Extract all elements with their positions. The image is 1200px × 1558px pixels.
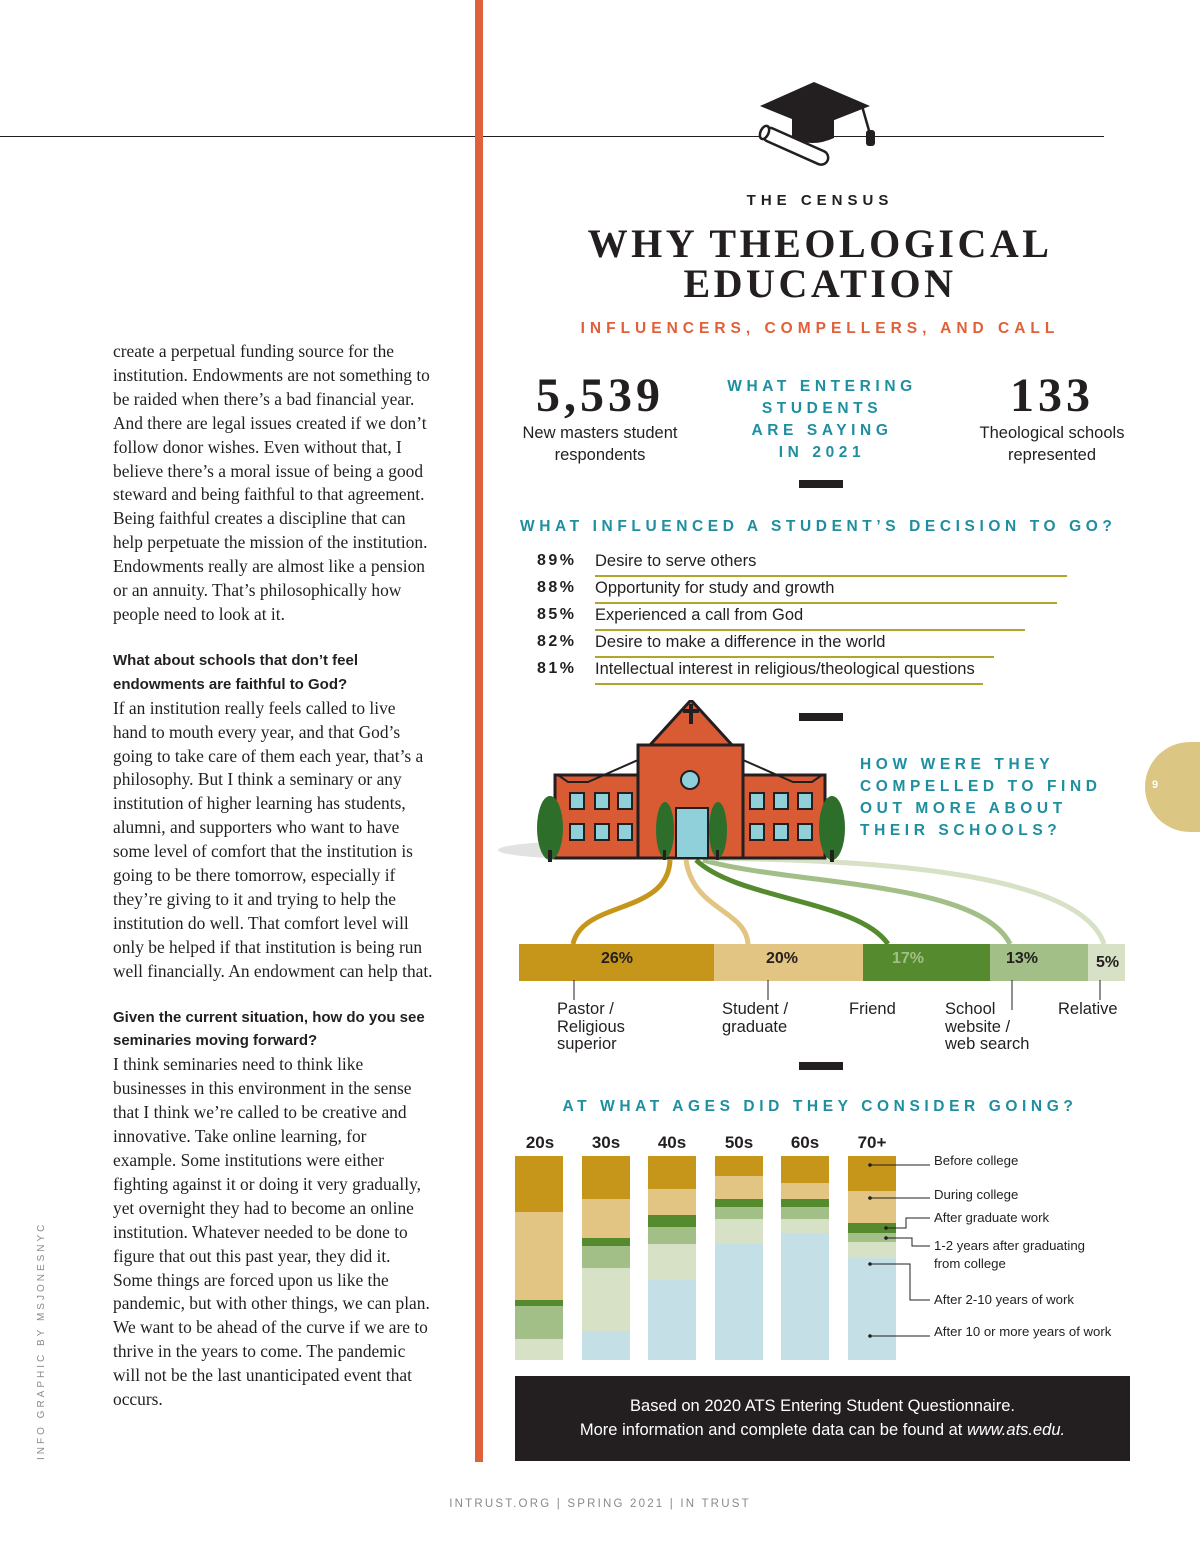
age-segment: [648, 1280, 696, 1360]
age-label: 20s: [525, 1133, 555, 1152]
age-segment: [582, 1238, 630, 1246]
age-segment: [515, 1306, 563, 1339]
heading-line: THEIR SCHOOLS?: [860, 822, 1062, 839]
article-paragraph: If an institution really feels called to live hand to mouth every year, and that God’s going to take care of them each year, that’s a philosophy. But I think a seminary or any institution of higher learning has students, alumni, and supporters who want to have some level of comfort that the institution is going to be there tomorrow, especially if they’re giving to it and trying to help the institution do well. That comfort level will only be helped if that institution is being run well financially. An endowment can help that.: [113, 697, 433, 981]
influence-bar: [595, 575, 1067, 577]
age-segment: [715, 1156, 763, 1176]
stat-schools-label: [952, 422, 1152, 466]
age-segment: [582, 1246, 630, 1268]
influence-percent: 89%: [537, 552, 577, 569]
legend-label: After graduate work: [934, 1210, 1050, 1225]
compelled-percent: 5%: [1096, 954, 1120, 971]
influence-label: Opportunity for study and growth: [595, 579, 835, 597]
compelled-heading: [860, 754, 1160, 842]
age-label: 30s: [591, 1133, 621, 1152]
compelled-label: [557, 1001, 625, 1054]
title-line: WHY THEOLOGICAL: [587, 221, 1053, 266]
age-segment: [781, 1183, 829, 1199]
section-kicker: THE CENSUS: [746, 192, 894, 209]
label-line: Pastor /: [557, 1000, 614, 1018]
age-label: 60s: [790, 1133, 820, 1152]
influence-percent: 81%: [537, 660, 577, 677]
path-website: [703, 860, 1010, 944]
article-paragraph: I think seminaries need to think like businesses in this environment in the sense that I think we’re called to be creative and innovative. Take online learning, for example. Some institutions were either fighting against it or doing it very gradually, yet overnight they had to become an online institution. Whatever needed to be done to figure that out this past year, they did it. Some things are forced upon us like the pandemic, but with other things, we can plan. We want to be ahead of the curve if we are to thrive in the years to come. The pandemic will not be the last unanticipated event that occurs.: [113, 1054, 430, 1410]
section-divider: [799, 480, 843, 488]
compelled-percent: 20%: [766, 950, 799, 967]
article-paragraph: create a perpetual funding source for the institution. Endowments are not something to be raided when there’s a bad financial year. And there are legal issues created if we don’t follow donor wishes. Even without that, I believe there’s a moral issue of being a good steward and being faithful to that agreement. Being faithful creates a discipline that can help perpetuate the mission of the institution. Endowments really are almost like a pension or an annuity. That’s philosophically how people need to look at it.: [113, 341, 430, 624]
age-segment: [781, 1219, 829, 1233]
age-column: [781, 1156, 829, 1360]
stat-respondents-label: [500, 422, 700, 466]
legend-leaders: [860, 1156, 940, 1360]
heading-line: STUDENTS: [761, 400, 883, 417]
age-segment: [715, 1244, 763, 1360]
interview-question: Given the current situation, how do you see seminaries moving forward?: [113, 1008, 425, 1050]
influence-percent: 85%: [537, 606, 577, 623]
source-link[interactable]: www.ats.edu.: [966, 1421, 1066, 1439]
legend-label: Before college: [934, 1153, 1019, 1168]
page-number: 9: [1152, 779, 1159, 791]
age-segment: [715, 1199, 763, 1207]
infographic-subtitle: INFLUENCERS, COMPELLERS, AND CALL: [580, 320, 1060, 337]
age-segment: [781, 1156, 829, 1183]
heading-line: IN 2021: [778, 444, 866, 461]
stat-label-line: Theological schools: [979, 424, 1125, 442]
graduation-cap-icon: [752, 78, 882, 178]
age-segment: [715, 1219, 763, 1243]
source-box: [515, 1376, 1130, 1461]
age-segment: [582, 1156, 630, 1199]
path-pastor: [573, 860, 670, 944]
legend-label: After 2-10 years of work: [934, 1292, 1074, 1307]
age-segment: [781, 1199, 829, 1207]
label-line: Religious: [557, 1017, 625, 1036]
influence-bar: [595, 602, 1057, 604]
label-line: Relative: [1058, 1000, 1118, 1018]
age-label: 70+: [857, 1133, 887, 1152]
compelled-percent: 17%: [892, 950, 925, 967]
age-segment: [515, 1339, 563, 1360]
compelled-label: [1058, 1001, 1118, 1019]
influence-bar: [595, 683, 983, 685]
age-column: [715, 1156, 763, 1360]
source-text: More information and complete data can be found at: [579, 1421, 967, 1439]
age-segment: [648, 1189, 696, 1216]
stat-label-line: respondents: [554, 446, 646, 464]
influence-label: Experienced a call from God: [595, 606, 804, 624]
label-line: website /: [945, 1017, 1011, 1036]
stat-label-line: New masters student: [522, 424, 678, 442]
label-line: School: [945, 1000, 996, 1018]
heading-line: COMPELLED TO FIND: [860, 778, 1102, 795]
ages-heading: AT WHAT AGES DID THEY CONSIDER GOING?: [562, 1098, 1078, 1115]
influence-percent: 88%: [537, 579, 577, 596]
legend-label: 1-2 years after graduating: [934, 1238, 1086, 1253]
label-line: Friend: [849, 1000, 896, 1018]
age-label: 40s: [657, 1133, 687, 1152]
label-line: superior: [557, 1035, 617, 1053]
article-column: [113, 340, 433, 1412]
what-students-say-heading: [712, 376, 932, 464]
age-segment: [648, 1215, 696, 1227]
heading-line: WHAT ENTERING: [727, 378, 917, 395]
label-line: Student /: [722, 1000, 789, 1018]
interview-question: What about schools that don’t feel endowments are faithful to God?: [113, 651, 358, 693]
compelled-label: [945, 1001, 1029, 1054]
age-column: [515, 1156, 563, 1360]
heading-line: HOW WERE THEY: [860, 756, 1055, 773]
influence-heading: WHAT INFLUENCED A STUDENT’S DECISION TO GO?: [520, 518, 1117, 535]
influence-label: Desire to serve others: [595, 552, 757, 570]
influence-bar: [595, 656, 994, 658]
compelled-label: [849, 1001, 896, 1019]
age-segment: [582, 1331, 630, 1360]
page-footer: INTRUST.ORG | SPRING 2021 | IN TRUST: [449, 1498, 751, 1510]
title-line: EDUCATION: [683, 261, 957, 306]
stat-schools-value: 133: [1010, 369, 1094, 422]
section-divider: [799, 1062, 843, 1070]
legend-label: During college: [934, 1187, 1019, 1202]
age-segment: [648, 1156, 696, 1189]
heading-line: OUT MORE ABOUT: [860, 800, 1067, 817]
age-segment: [582, 1268, 630, 1331]
compelled-label: [722, 1001, 788, 1036]
orange-column-rule: [475, 0, 483, 1462]
influence-percent: 82%: [537, 633, 577, 650]
age-segment: [648, 1227, 696, 1243]
age-segment: [582, 1199, 630, 1238]
influence-bar: [595, 629, 1025, 631]
label-line: graduate: [722, 1017, 788, 1036]
age-segment: [515, 1156, 563, 1212]
age-segment: [781, 1207, 829, 1219]
influence-label: Intellectual interest in religious/theological questions: [595, 660, 975, 678]
stat-respondents-value: 5,539: [536, 369, 664, 422]
age-segment: [648, 1244, 696, 1281]
source-line: Based on 2020 ATS Entering Student Questionnaire.: [630, 1397, 1015, 1415]
age-column: [648, 1156, 696, 1360]
age-segment: [715, 1176, 763, 1198]
school-building: [555, 700, 825, 858]
heading-line: ARE SAYING: [751, 422, 893, 439]
age-segment: [515, 1212, 563, 1301]
compelled-percent: 26%: [601, 950, 634, 967]
stat-label-line: represented: [1007, 446, 1097, 464]
age-segment: [715, 1207, 763, 1219]
compelled-percent: 13%: [1006, 950, 1039, 967]
influence-label: Desire to make a difference in the world: [595, 633, 886, 651]
source-line: [515, 1418, 1130, 1442]
legend-label: After 10 or more years of work: [934, 1324, 1112, 1339]
age-column: [582, 1156, 630, 1360]
top-rule: [0, 136, 1104, 137]
age-segment: [781, 1233, 829, 1359]
infographic-credit: INFO GRAPHIC BY MSJONESNYC: [36, 1221, 47, 1460]
compelled-segment: [990, 944, 1087, 981]
infographic-title: [500, 221, 1140, 306]
legend-label: from college: [934, 1256, 1006, 1271]
label-line: web search: [945, 1035, 1030, 1053]
age-label: 50s: [724, 1133, 754, 1152]
path-friend: [696, 860, 888, 944]
compelled-segment: [863, 944, 990, 981]
